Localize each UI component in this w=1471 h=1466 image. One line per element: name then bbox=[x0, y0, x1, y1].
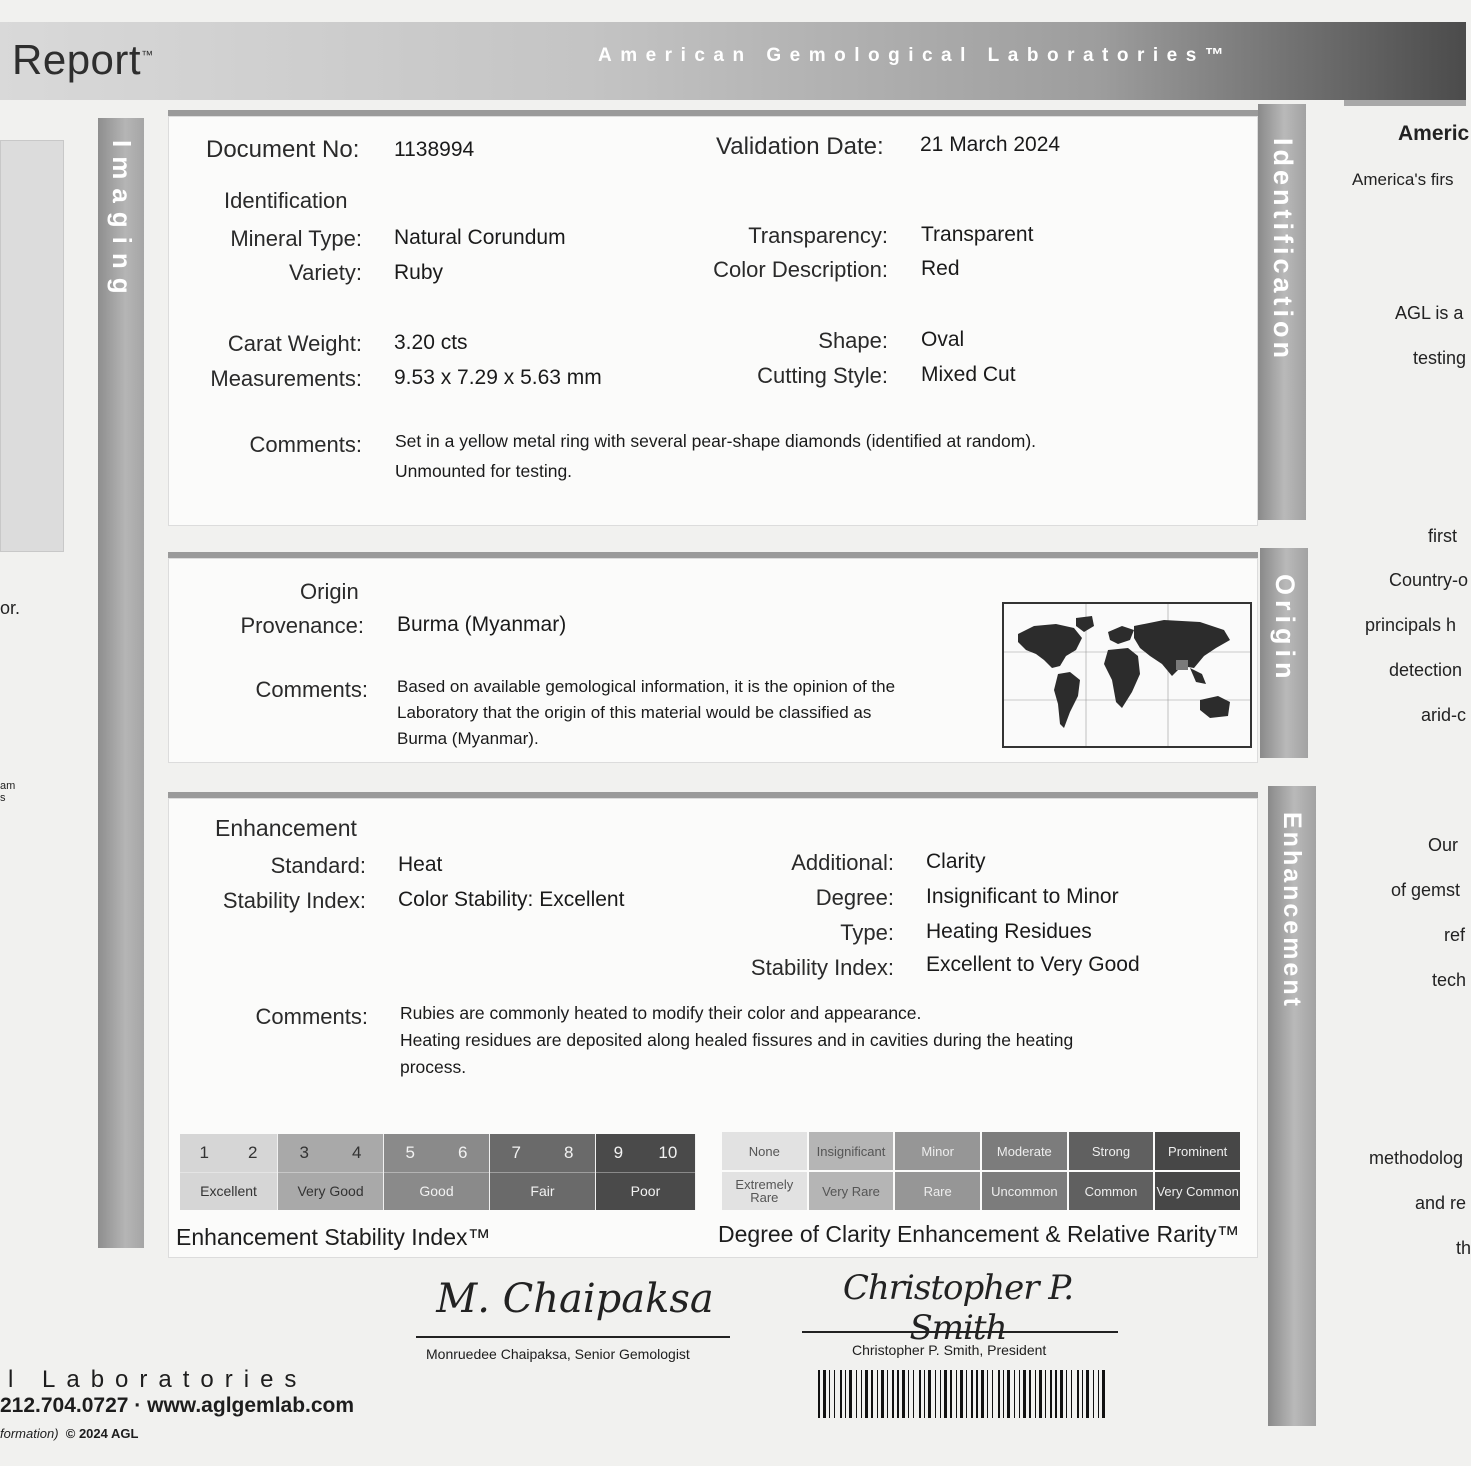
barcode-bar bbox=[1007, 1370, 1010, 1418]
enhancement-band bbox=[1268, 786, 1316, 1426]
barcode-bar bbox=[823, 1370, 826, 1418]
right-fragment: AGL is a bbox=[1395, 303, 1464, 323]
enhancement-band-label: Enhancement bbox=[1278, 812, 1306, 1009]
stability-scale-word: Very Good bbox=[278, 1172, 383, 1211]
barcode-bar bbox=[897, 1370, 899, 1418]
identification-comments-label: Comments: bbox=[249, 432, 362, 457]
cutting-style-label: Cutting Style: bbox=[757, 363, 888, 388]
stability-index-2-label: Stability Index: bbox=[750, 955, 894, 980]
enhancement-comments: Rubies are commonly heated to modify their color and appearance. Heating residues are deposited along healed fissures and in cavities during the heating process. bbox=[400, 1003, 1074, 1077]
barcode-bar bbox=[950, 1370, 952, 1418]
carat-weight-value: 3.20 cts bbox=[394, 331, 468, 354]
barcode-bar bbox=[1102, 1370, 1105, 1418]
footer-info: formation) © 2024 AGL bbox=[0, 1426, 139, 1441]
origin-comments: Based on available gemological information, it is the opinion of the Laboratory that the origin of this material would be classified as Burma (Myanmar). bbox=[397, 677, 896, 748]
validation-date-label: Validation Date: bbox=[716, 133, 884, 160]
right-fragment: Americ bbox=[1398, 122, 1470, 145]
color-description-value: Red bbox=[921, 257, 960, 280]
barcode-bar bbox=[981, 1370, 984, 1418]
footer-contact: 212.704.0727 · www.aglgemlab.com bbox=[0, 1394, 355, 1417]
clarity-degree-cell: Prominent bbox=[1155, 1132, 1240, 1170]
identification-heading: Identification bbox=[224, 188, 348, 213]
document-number-value: 1138994 bbox=[394, 138, 475, 161]
imaging-label: Imaging bbox=[107, 140, 137, 303]
clarity-rarity-cell: Very Common bbox=[1155, 1172, 1240, 1210]
barcode-bar bbox=[928, 1370, 931, 1418]
gemologist-signature-line bbox=[416, 1336, 730, 1338]
clarity-degree-cell: Moderate bbox=[982, 1132, 1067, 1170]
stability-scale-number: 8 bbox=[563, 1142, 574, 1162]
color-description-label: Color Description: bbox=[713, 257, 888, 282]
barcode-bar bbox=[1014, 1370, 1015, 1418]
barcode-bar bbox=[1045, 1370, 1046, 1418]
shape-value: Oval bbox=[921, 328, 965, 351]
right-fragment: Country-o bbox=[1389, 570, 1469, 590]
president-signature-script: Christopher P. Smith bbox=[842, 1268, 1074, 1348]
clarity-rarity-scale bbox=[722, 1132, 1240, 1210]
barcode-bar bbox=[902, 1370, 905, 1418]
barcode-bar bbox=[1093, 1370, 1094, 1418]
barcode-bar bbox=[913, 1370, 914, 1418]
barcode-bar bbox=[1003, 1370, 1004, 1418]
barcode-bar bbox=[1077, 1370, 1079, 1418]
barcode-bar bbox=[1098, 1370, 1099, 1418]
president-signature bbox=[800, 1268, 1116, 1348]
world-map bbox=[1002, 602, 1252, 748]
stability-scale-cell bbox=[596, 1134, 696, 1210]
barcode-bar bbox=[987, 1370, 988, 1418]
barcode-bar bbox=[1086, 1370, 1089, 1418]
mineral-type-label: Mineral Type: bbox=[230, 226, 362, 251]
right-fragment: of gemst bbox=[1391, 880, 1461, 900]
barcode-bar bbox=[1039, 1370, 1042, 1418]
footer-labs: l Laboratories bbox=[8, 1366, 308, 1393]
provenance-label: Provenance: bbox=[240, 613, 364, 638]
stability-scale-number: 4 bbox=[352, 1142, 362, 1162]
clarity-rarity-cell: Extremely Rare bbox=[722, 1172, 807, 1210]
barcode-bar bbox=[871, 1370, 873, 1418]
president-name: Christopher P. Smith, President bbox=[852, 1342, 1047, 1358]
barcode-bar bbox=[865, 1370, 868, 1418]
clarity-rarity-caption: Degree of Clarity Enhancement & Relative Rarity™ bbox=[718, 1221, 1240, 1247]
barcode-bar bbox=[845, 1370, 846, 1418]
enhancement-comments-label: Comments: bbox=[255, 1004, 368, 1029]
additional-label: Additional: bbox=[791, 850, 894, 875]
barcode-bar bbox=[924, 1370, 925, 1418]
document-number-label: Document No: bbox=[206, 136, 360, 163]
validation-date-value: 21 March 2024 bbox=[920, 133, 1061, 156]
barcode bbox=[818, 1370, 1112, 1420]
identification-comments: Set in a yellow metal ring with several pear-shape diamonds (identified at random). Unmounted for testing. bbox=[395, 431, 1037, 481]
stability-scale-number: 10 bbox=[658, 1142, 678, 1162]
stability-scale-number: 9 bbox=[613, 1142, 624, 1162]
gemologist-signature bbox=[418, 1276, 732, 1336]
identification-band bbox=[1258, 104, 1306, 520]
origin-band bbox=[1260, 548, 1308, 758]
origin-comments-label: Comments: bbox=[255, 677, 368, 702]
right-fragment: methodolog bbox=[1369, 1148, 1464, 1168]
barcode-bar bbox=[1023, 1370, 1026, 1418]
right-fragment: and re bbox=[1415, 1193, 1467, 1213]
stability-scale-word: Good bbox=[384, 1172, 489, 1211]
right-fragment: first bbox=[1428, 526, 1457, 546]
stability-scale-number: 7 bbox=[511, 1142, 521, 1162]
right-fragment: detection bbox=[1389, 660, 1463, 680]
provenance-value: Burma (Myanmar) bbox=[397, 613, 567, 636]
measurements-value: 9.53 x 7.29 x 5.63 mm bbox=[394, 366, 602, 389]
stability-scale-cell bbox=[384, 1134, 490, 1210]
barcode-bar bbox=[1029, 1370, 1031, 1418]
right-fragment: th bbox=[1456, 1238, 1471, 1258]
barcode-bar bbox=[1055, 1370, 1057, 1418]
origin-band-label: Origin bbox=[1270, 574, 1300, 684]
transparency-label: Transparency: bbox=[748, 223, 888, 248]
left-fragment: or. bbox=[0, 598, 21, 618]
gemologist-name: Monruedee Chaipaksa, Senior Gemologist bbox=[426, 1346, 690, 1362]
barcode-bar bbox=[861, 1370, 862, 1418]
type-label: Type: bbox=[840, 920, 894, 945]
identification-band-label: Identification bbox=[1268, 138, 1298, 362]
right-fragment: ref bbox=[1444, 925, 1466, 945]
stability-scale-cell bbox=[180, 1134, 278, 1210]
clarity-rarity-cell: Common bbox=[1069, 1172, 1154, 1210]
barcode-bar bbox=[1035, 1370, 1036, 1418]
barcode-bar bbox=[1050, 1370, 1052, 1418]
brand-name: American Gemological Laboratories™ bbox=[598, 45, 1233, 66]
clarity-rarity-cell: Rare bbox=[895, 1172, 980, 1210]
clarity-rarity-cell: Uncommon bbox=[982, 1172, 1067, 1210]
barcode-bar bbox=[908, 1370, 909, 1418]
report-title: Report™ bbox=[12, 36, 154, 83]
type-value: Heating Residues bbox=[926, 920, 1092, 943]
right-fragment: testing bbox=[1413, 348, 1467, 368]
stability-scale-number: 5 bbox=[405, 1142, 415, 1162]
barcode-bar bbox=[834, 1370, 835, 1418]
barcode-bar bbox=[940, 1370, 941, 1418]
standard-label: Standard: bbox=[270, 853, 366, 878]
barcode-bar bbox=[1071, 1370, 1072, 1418]
origin-heading: Origin bbox=[300, 579, 359, 604]
carat-weight-label: Carat Weight: bbox=[227, 331, 362, 356]
stability-scale-cell bbox=[278, 1134, 384, 1210]
right-fragment: tech bbox=[1432, 970, 1467, 990]
barcode-bar bbox=[919, 1370, 921, 1418]
barcode-bar bbox=[849, 1370, 852, 1418]
barcode-bar bbox=[829, 1370, 830, 1418]
stability-index-label: Stability Index: bbox=[222, 888, 366, 913]
variety-label: Variety: bbox=[289, 260, 362, 285]
burma-highlight bbox=[1176, 660, 1188, 670]
gemologist-signature-script: M. Chaipaksa bbox=[436, 1276, 714, 1322]
mineral-type-value: Natural Corundum bbox=[394, 226, 566, 249]
barcode-bar bbox=[998, 1370, 1000, 1418]
barcode-bar bbox=[944, 1370, 947, 1418]
right-fragment: arid-c bbox=[1421, 705, 1467, 725]
world-map-graphic bbox=[1004, 604, 1250, 746]
clarity-degree-cell: Strong bbox=[1069, 1132, 1154, 1170]
stability-scale-word: Fair bbox=[490, 1172, 595, 1211]
degree-label: Degree: bbox=[815, 885, 894, 910]
stability-scale-cell bbox=[490, 1134, 596, 1210]
stability-scale-word: Excellent bbox=[180, 1172, 277, 1211]
barcode-bar bbox=[1066, 1370, 1067, 1418]
barcode-bar bbox=[956, 1370, 957, 1418]
shape-label: Shape: bbox=[818, 328, 888, 353]
barcode-bar bbox=[992, 1370, 993, 1418]
right-fragment: Our bbox=[1428, 835, 1459, 855]
stability-scale-number: 1 bbox=[199, 1142, 209, 1162]
barcode-bar bbox=[892, 1370, 894, 1418]
stability-index-2-value: Excellent to Very Good bbox=[926, 953, 1140, 976]
gem-photo-area bbox=[0, 140, 64, 552]
stability-index-scale bbox=[180, 1134, 696, 1210]
president-signature-line bbox=[802, 1331, 1118, 1333]
clarity-degree-cell: None bbox=[722, 1132, 807, 1170]
right-fragment: America's firs bbox=[1352, 170, 1454, 189]
stability-scale-number: 2 bbox=[248, 1142, 258, 1162]
barcode-bar bbox=[840, 1370, 842, 1418]
barcode-bar bbox=[976, 1370, 978, 1418]
stability-scale-word: Poor bbox=[596, 1172, 695, 1211]
clarity-degree-cell: Minor bbox=[895, 1132, 980, 1170]
additional-value: Clarity bbox=[926, 850, 986, 873]
clarity-degree-cell: Insignificant bbox=[809, 1132, 894, 1170]
right-panel-rule bbox=[1344, 100, 1466, 106]
barcode-bar bbox=[935, 1370, 936, 1418]
cutting-style-value: Mixed Cut bbox=[921, 363, 1016, 386]
stability-scale-number: 6 bbox=[458, 1142, 468, 1162]
enhancement-heading: Enhancement bbox=[215, 815, 357, 841]
barcode-bar bbox=[877, 1370, 878, 1418]
barcode-bar bbox=[887, 1370, 888, 1418]
right-fragment: principals h bbox=[1365, 615, 1457, 635]
measurements-label: Measurements: bbox=[210, 366, 362, 391]
stability-scale-number: 3 bbox=[299, 1142, 310, 1162]
barcode-bar bbox=[856, 1370, 857, 1418]
barcode-bar bbox=[971, 1370, 973, 1418]
stability-index-caption: Enhancement Stability Index™ bbox=[176, 1224, 491, 1250]
variety-value: Ruby bbox=[394, 261, 444, 284]
degree-value: Insignificant to Minor bbox=[926, 885, 1119, 908]
barcode-bar bbox=[1019, 1370, 1020, 1418]
barcode-bar bbox=[966, 1370, 967, 1418]
clarity-rarity-cell: Very Rare bbox=[809, 1172, 894, 1210]
barcode-bar bbox=[818, 1370, 820, 1418]
imaging-band bbox=[98, 118, 144, 1248]
stability-index-value: Color Stability: Excellent bbox=[398, 888, 625, 911]
barcode-bar bbox=[960, 1370, 963, 1418]
barcode-bar bbox=[1060, 1370, 1063, 1418]
standard-value: Heat bbox=[398, 853, 443, 876]
barcode-bar bbox=[881, 1370, 884, 1418]
barcode-bar bbox=[1082, 1370, 1083, 1418]
transparency-value: Transparent bbox=[921, 223, 1034, 246]
left-fragment: s bbox=[0, 792, 6, 804]
left-fragment: am bbox=[0, 780, 16, 792]
